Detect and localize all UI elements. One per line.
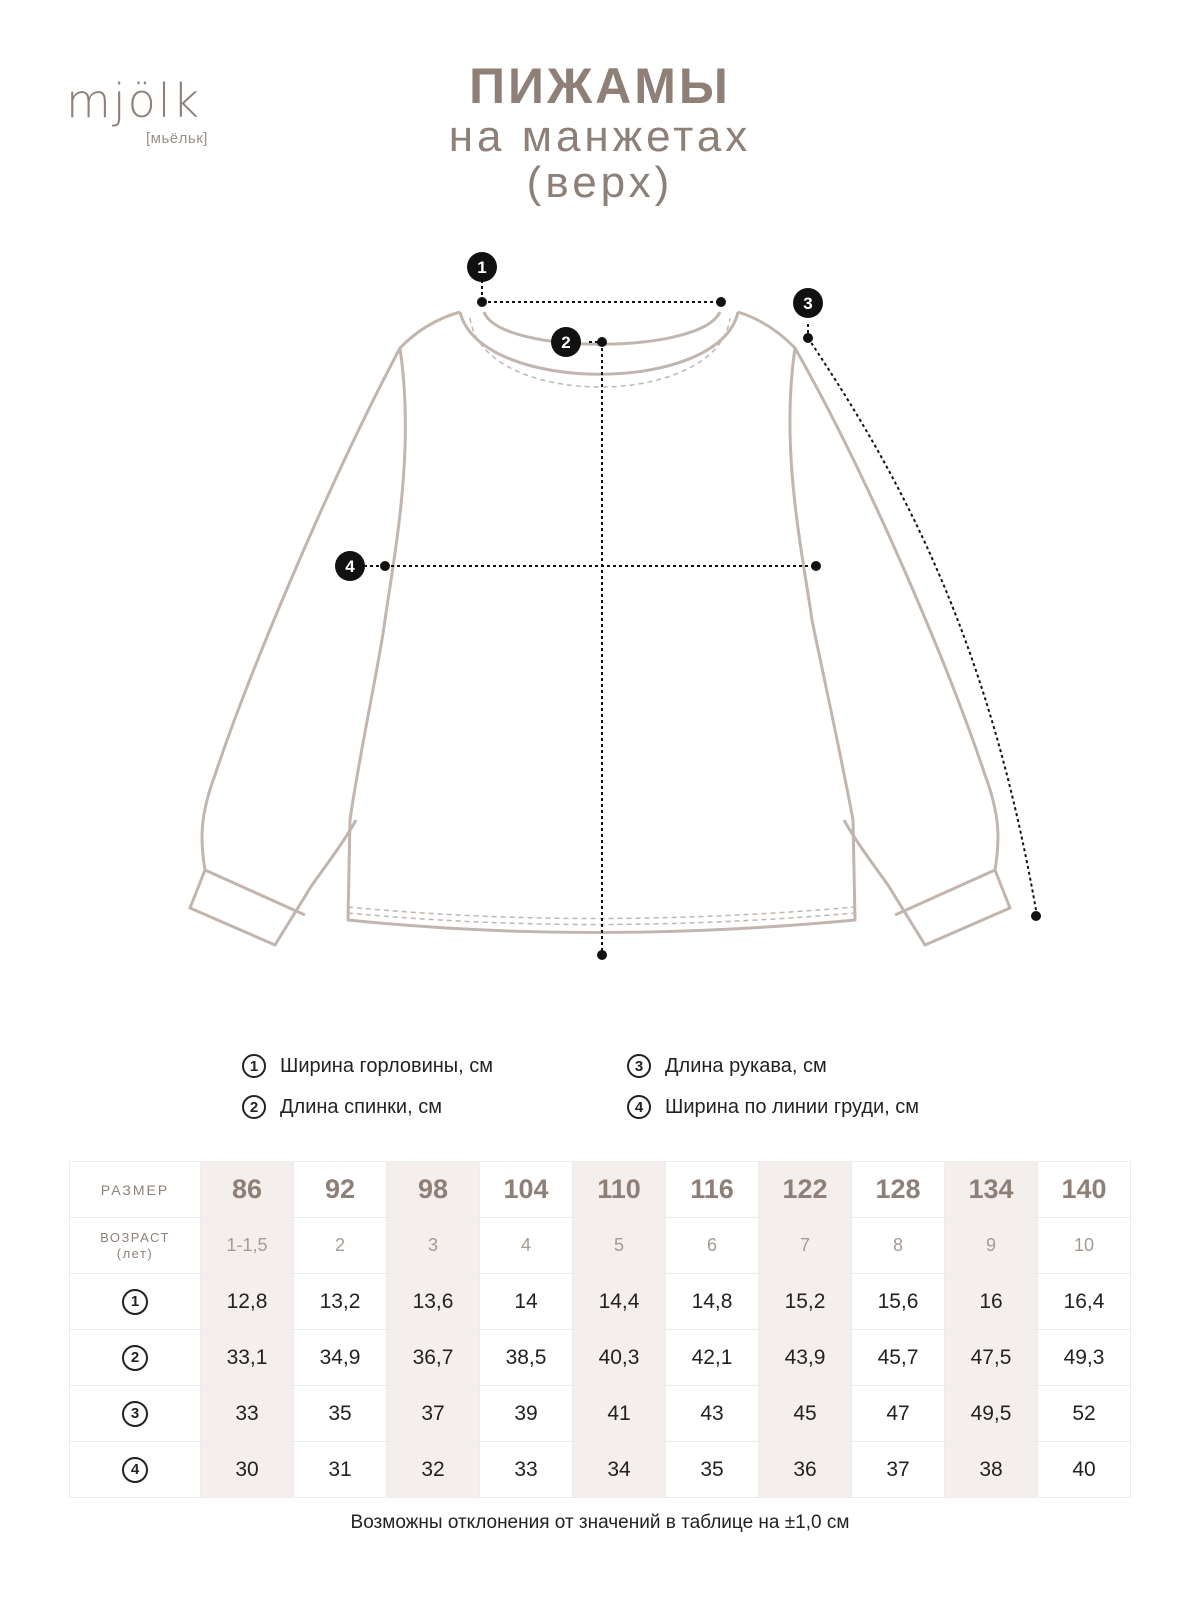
value-cell: 14,8 [666, 1274, 759, 1330]
value-cell: 13,6 [387, 1274, 480, 1330]
size-cell: 92 [294, 1162, 387, 1218]
marker-4-label: 4 [345, 557, 355, 576]
value-cell: 36 [759, 1442, 852, 1498]
value-cell: 49,5 [945, 1386, 1038, 1442]
legend-item-sleeve-length [627, 1054, 827, 1078]
value-cell: 40,3 [573, 1330, 666, 1386]
measure-points [380, 297, 1041, 960]
logo-wordmark: mjölk [66, 74, 202, 128]
value-cell: 37 [852, 1442, 945, 1498]
value-cell: 38,5 [480, 1330, 573, 1386]
value-cell: 49,3 [1038, 1330, 1131, 1386]
measurement-row-sleeve-length [70, 1386, 1131, 1442]
value-cell: 33,1 [201, 1330, 294, 1386]
legend-badge: 2 [242, 1095, 266, 1119]
value-cell: 34,9 [294, 1330, 387, 1386]
value-cell: 41 [573, 1386, 666, 1442]
value-cell: 36,7 [387, 1330, 480, 1386]
title-line-2: на манжетах [448, 112, 752, 161]
size-row [70, 1162, 1131, 1218]
title-line-3: (верх) [526, 158, 674, 207]
age-header-unit: (лет) [116, 1245, 154, 1261]
value-cell: 37 [387, 1386, 480, 1442]
marker-3 [793, 288, 823, 318]
legend-badge: 4 [627, 1095, 651, 1119]
value-cell: 15,6 [852, 1274, 945, 1330]
measurement-row-back-length [70, 1330, 1131, 1386]
row-badge: 3 [122, 1401, 148, 1427]
marker-2-label: 2 [561, 333, 571, 352]
value-cell: 34 [573, 1442, 666, 1498]
marker-1 [467, 252, 497, 282]
age-cell: 7 [759, 1218, 852, 1274]
row-badge: 4 [122, 1457, 148, 1483]
size-cell: 128 [852, 1162, 945, 1218]
shirt-outline [190, 312, 1010, 945]
size-cell: 116 [666, 1162, 759, 1218]
value-cell: 40 [1038, 1442, 1131, 1498]
legend-label: Ширина по линии груди, см [665, 1095, 920, 1118]
size-table [69, 1161, 1131, 1498]
measurement-row-neck-width [70, 1274, 1131, 1330]
garment-diagram [0, 230, 1200, 990]
age-header [70, 1218, 201, 1274]
row-header [70, 1386, 201, 1442]
age-cell: 1-1,5 [201, 1218, 294, 1274]
legend-badge: 3 [627, 1054, 651, 1078]
size-cell: 110 [573, 1162, 666, 1218]
value-cell: 43,9 [759, 1330, 852, 1386]
value-cell: 33 [201, 1386, 294, 1442]
size-header: РАЗМЕР [70, 1162, 201, 1218]
legend-item-back-length [242, 1095, 442, 1119]
value-cell: 47 [852, 1386, 945, 1442]
value-cell: 14 [480, 1274, 573, 1330]
value-cell: 45,7 [852, 1330, 945, 1386]
title-line-1: ПИЖАМЫ [469, 58, 731, 114]
value-cell: 45 [759, 1386, 852, 1442]
size-cell: 134 [945, 1162, 1038, 1218]
size-cell: 104 [480, 1162, 573, 1218]
age-cell: 6 [666, 1218, 759, 1274]
legend-badge: 1 [242, 1054, 266, 1078]
value-cell: 16 [945, 1274, 1038, 1330]
age-cell: 3 [387, 1218, 480, 1274]
value-cell: 35 [294, 1386, 387, 1442]
value-cell: 15,2 [759, 1274, 852, 1330]
marker-1-label: 1 [477, 258, 487, 277]
value-cell: 42,1 [666, 1330, 759, 1386]
age-cell: 4 [480, 1218, 573, 1274]
value-cell: 16,4 [1038, 1274, 1131, 1330]
marker-2 [551, 327, 581, 357]
size-cell: 86 [201, 1162, 294, 1218]
marker-4 [335, 551, 365, 581]
measure-lines [352, 280, 1036, 955]
row-badge: 2 [122, 1345, 148, 1371]
age-cell: 9 [945, 1218, 1038, 1274]
value-cell: 30 [201, 1442, 294, 1498]
value-cell: 12,8 [201, 1274, 294, 1330]
value-cell: 31 [294, 1442, 387, 1498]
size-cell: 98 [387, 1162, 480, 1218]
row-header [70, 1330, 201, 1386]
value-cell: 52 [1038, 1386, 1131, 1442]
row-header [70, 1274, 201, 1330]
legend-label: Длина спинки, см [280, 1095, 442, 1118]
legend-label: Длина рукава, см [665, 1054, 827, 1077]
value-cell: 39 [480, 1386, 573, 1442]
row-badge: 1 [122, 1289, 148, 1315]
logo-transliteration: [мьёльк] [146, 130, 208, 147]
legend-item-neck-width [242, 1054, 493, 1078]
value-cell: 33 [480, 1442, 573, 1498]
value-cell: 38 [945, 1442, 1038, 1498]
value-cell: 13,2 [294, 1274, 387, 1330]
value-cell: 43 [666, 1386, 759, 1442]
age-cell: 8 [852, 1218, 945, 1274]
age-cell: 2 [294, 1218, 387, 1274]
row-header [70, 1442, 201, 1498]
age-cell: 10 [1038, 1218, 1131, 1274]
legend-label: Ширина горловины, см [280, 1054, 494, 1077]
measurement-legend [0, 1050, 1200, 1140]
age-cell: 5 [573, 1218, 666, 1274]
measurement-row-chest-width [70, 1442, 1131, 1498]
tolerance-note: Возможны отклонения от значений в таблице на ±1,0 см [350, 1512, 850, 1533]
age-row [70, 1218, 1131, 1274]
value-cell: 35 [666, 1442, 759, 1498]
page-title [0, 58, 1200, 206]
size-cell: 122 [759, 1162, 852, 1218]
age-header-label: ВОЗРАСТ [100, 1229, 170, 1245]
value-cell: 14,4 [573, 1274, 666, 1330]
value-cell: 47,5 [945, 1330, 1038, 1386]
value-cell: 32 [387, 1442, 480, 1498]
marker-3-label: 3 [803, 294, 813, 313]
legend-item-chest-width [627, 1095, 919, 1119]
size-cell: 140 [1038, 1162, 1131, 1218]
